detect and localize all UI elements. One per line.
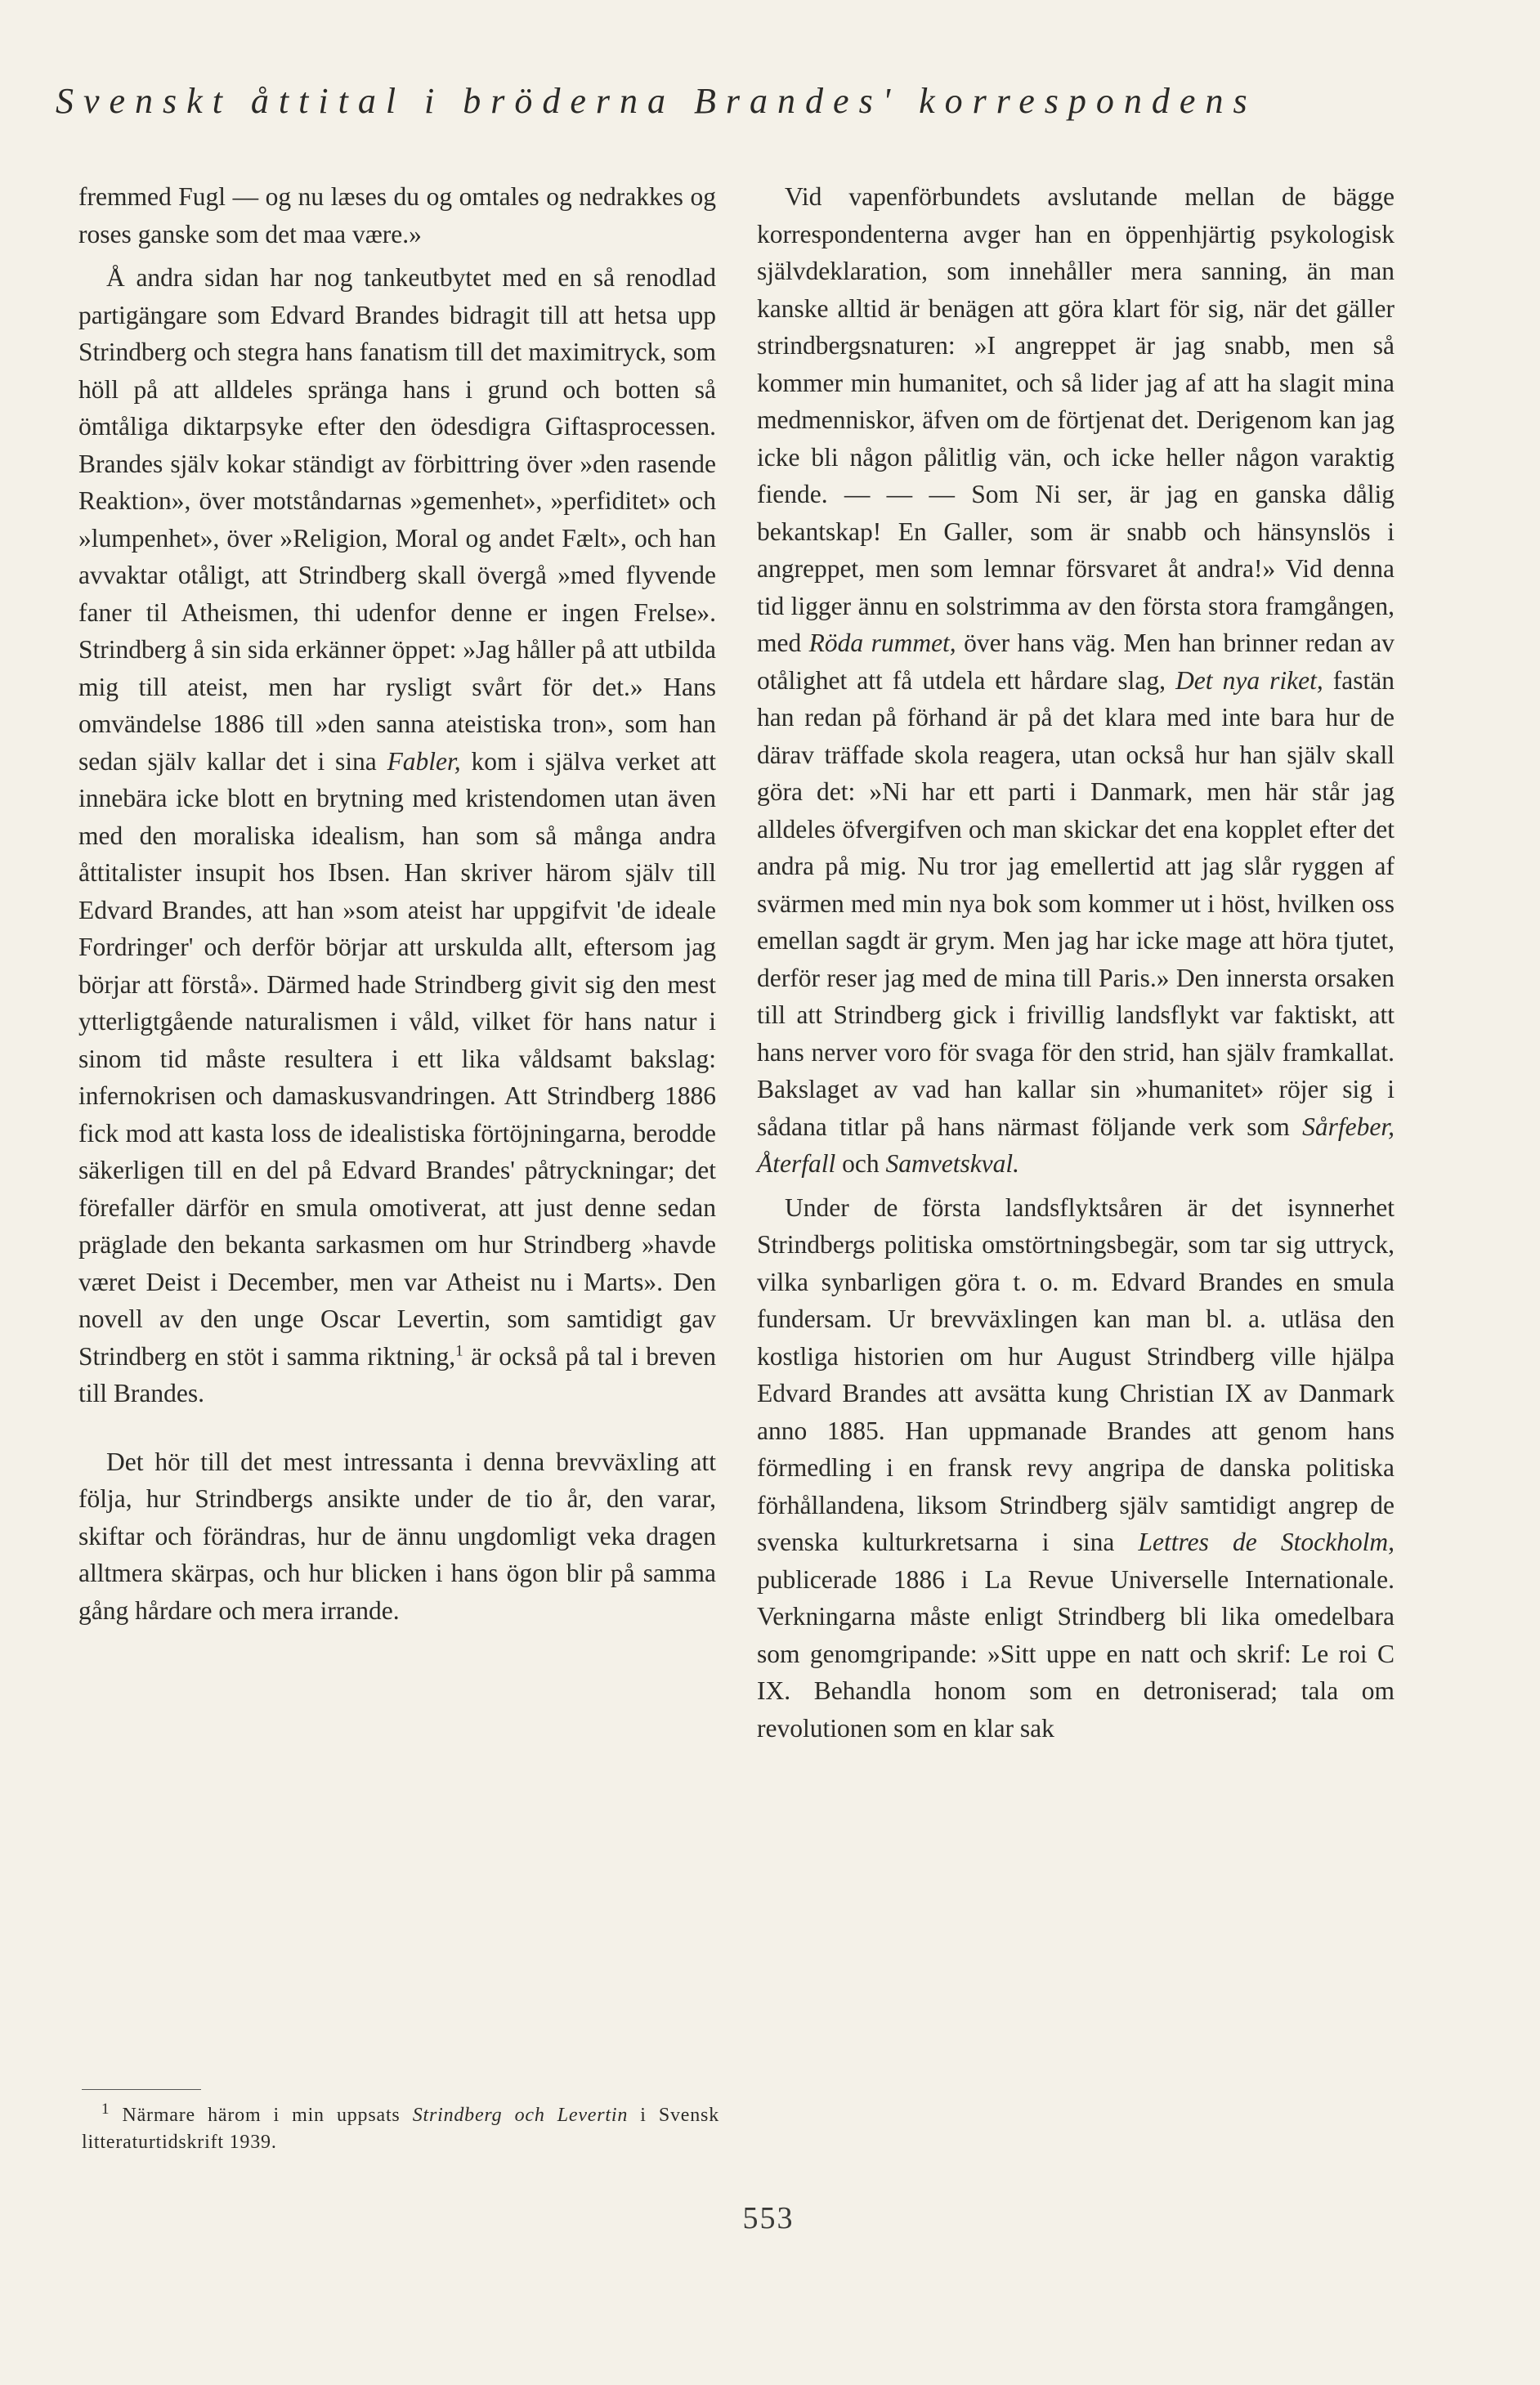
work-title: Fabler, [387,746,461,776]
left-column [78,178,716,1629]
paragraph [757,1189,1395,1747]
text-run: över hans väg. Men han brinner redan av otålighet att få utdela ett hårdare slag, [757,629,1395,695]
text-run: fastän han redan på förhand är på det klara med inte bara hur de därav träffade skola reagera, utan också hur han själv skall göra det: »Ni har ett parti i Danmark, men här står jag alldeles öfvergifven och man skickar det ena kopplet efter det andra på mig. Nu tror jag emellertid att jag slår ryggen af svärmen med min nya bok som kommer ut i höst, hvilken oss emellan sagdt är grym. Men jag har icke mage att höra tjutet, derför reser jag med de mina till Paris.» Den innersta orsaken till att Strindberg gick i frivillig landsflykt var faktiskt, att hans nerver voro för svaga för den strid, han själv framkallat. Bakslaget av vad han kallar sin »humanitet» röjer sig i sådana titlar på hans närmast följande verk som [757,665,1395,1141]
paragraph [78,259,716,1412]
running-head: Svenskt åttital i bröderna Brandes' korrespondens [56,81,1257,121]
text-run: Vid vapenförbundets avslutande mellan de bägge korrespondenterna avger han en öppenhjärtig psykologisk självdeklaration, som innehåller mera sanning, än man kanske alltid är benägen att göra klart för sig, när det gäller strindbergsnaturen: »I angreppet är jag snabb, men så kommer min humanitet, och så lider jag af att ha slagit mina medmenniskor, äfven om de förtjenat det. Derigenom kan jag icke bli någon pålitlig vän, och icke heller någon varaktig fiende. — — — Som Ni ser, är jag en ganska dålig bekantskap! En Galler, som är snabb och hänsynslös i angreppet, men som lemnar försvaret åt andra!» Vid denna tid ligger ännu en solstrimma av den första stora framgången, med [757,182,1395,657]
text-run: Under de första landsflyktsåren är det isynnerhet Strindbergs politiska omstörtningsbegär, som tar sig uttryck, vilka synbarligen göra t. o. m. Edvard Brandes en smula fundersam. Ur brevväxlingen kan man bl. a. utläsa den kostliga historien om hur August Strindberg ville hjälpa Edvard Brandes att avsätta kung Christian IX av Danmark anno 1885. Han uppmanade Brandes att genom hans förmedling i en fransk revy angripa de danska politiska förhållandena, liksom Strindberg själv samtidigt angrep de svenska kulturkretsarna i sina [757,1192,1395,1556]
text-run: i Svensk litteraturtidskrift 1939. [82,2105,719,2153]
work-title: Röda rummet, [808,629,956,657]
footnote-ref: 1 [455,1342,463,1359]
text-run: kom i själva verket att innebära icke blott en brytning med kristendomen utan även med den moraliska idealism, han som så många andra åttitalister insupit hos Ibsen. Han skriver härom själv till Edvard Brandes, att han »som ateist har uppgifvit 'de ideale Fordringer' och derför börjar att urskulda allt, eftersom jag börjar att förstå». Därmed hade Strindberg givit sig den mest ytterligtgående naturalismen i våld, vilket för hans natur i sinom tid måste resultera i ett lika våldsamt bakslag: infernokrisen och damaskusvandringen. Att Strindberg 1886 fick mod att kasta loss de idealistiska förtöjningarna, berodde säkerligen till en del på Edvard Brandes' påtryckningar; det förefaller därför en smula omotiverat, att just denne sedan präglade den bekanta sarkasmen om hur Strindberg »havde været Deist i December, men var Atheist nu i Marts». Den novell av den unge Oscar Levertin, som samtidigt gav Strindberg en stöt i samma riktning, [78,746,716,1371]
page-number: 553 [742,2201,795,2235]
text-run: Å andra sidan har nog tankeutbytet med en så renodlad partigängare som Edvard Brandes bidragit till att hetsa upp Strindberg och stegra hans fanatism till det maximitryck, som höll på att alldeles spränga hans i grund och botten så ömtåliga diktarpsyke efter den ödesdigra Giftasprocessen. Brandes själv kokar ständigt av förbittring över »den rasende Reaktion», över motståndarnas »gemenhet», »perfiditet» och »lumpenhet», över »Religion, Moral og andet Fælt», och han avvaktar otåligt, att Strindberg skall övergå »med flyvende faner til Atheismen, thi udenfor denne er ingen Frelse». Strindberg å sin sida erkänner öppet: »Jag håller på att utbilda mig till ateist, men har rysligt svårt för det.» Hans omvändelse 1886 till »den sanna ateistiska tron», som han sedan själv kallar det i sina [78,263,716,776]
paragraph: Det hör till det mest intressanta i denna brevväxling att följa, hur Strindbergs ansikte under de tio år, den varar, skiftar och förändras, hur de ännu ungdomligt veka dragen alltmera skärpas, och hur blicken i hans ögon blir på samma gång hårdare och mera irrande. [78,1447,716,1625]
text-run: och [842,1149,880,1178]
footnote [82,2102,719,2156]
work-title: Sårfeber, Återfall [757,1112,1395,1178]
work-title: Samvetskval. [885,1149,1020,1178]
right-column [757,178,1395,1747]
text-run: är också på tal i breven till Brandes. [78,1341,716,1407]
paragraph: fremmed Fugl — og nu læses du og omtales og nedrakkes og roses ganske som det maa være.» [78,182,716,248]
footnote-marker: 1 [101,2101,110,2118]
work-title: Det nya riket, [1175,665,1323,695]
text-run: Närmare härom i min uppsats [122,2105,401,2126]
work-title: Lettres de Stockholm, [1138,1528,1395,1556]
text-run: publicerade 1886 i La Revue Universelle Internationale. Verkningarna måste enligt Strindberg bli lika omedelbara som genomgripande: »Sitt uppe en natt och skrif: Le roi C IX. Behandla honom som en detroniserad; tala om revolutionen som en klar sak [757,1564,1395,1743]
work-title: Strindberg och Levertin [412,2105,629,2126]
paragraph [757,178,1395,1183]
footnote-rule [82,2089,201,2090]
